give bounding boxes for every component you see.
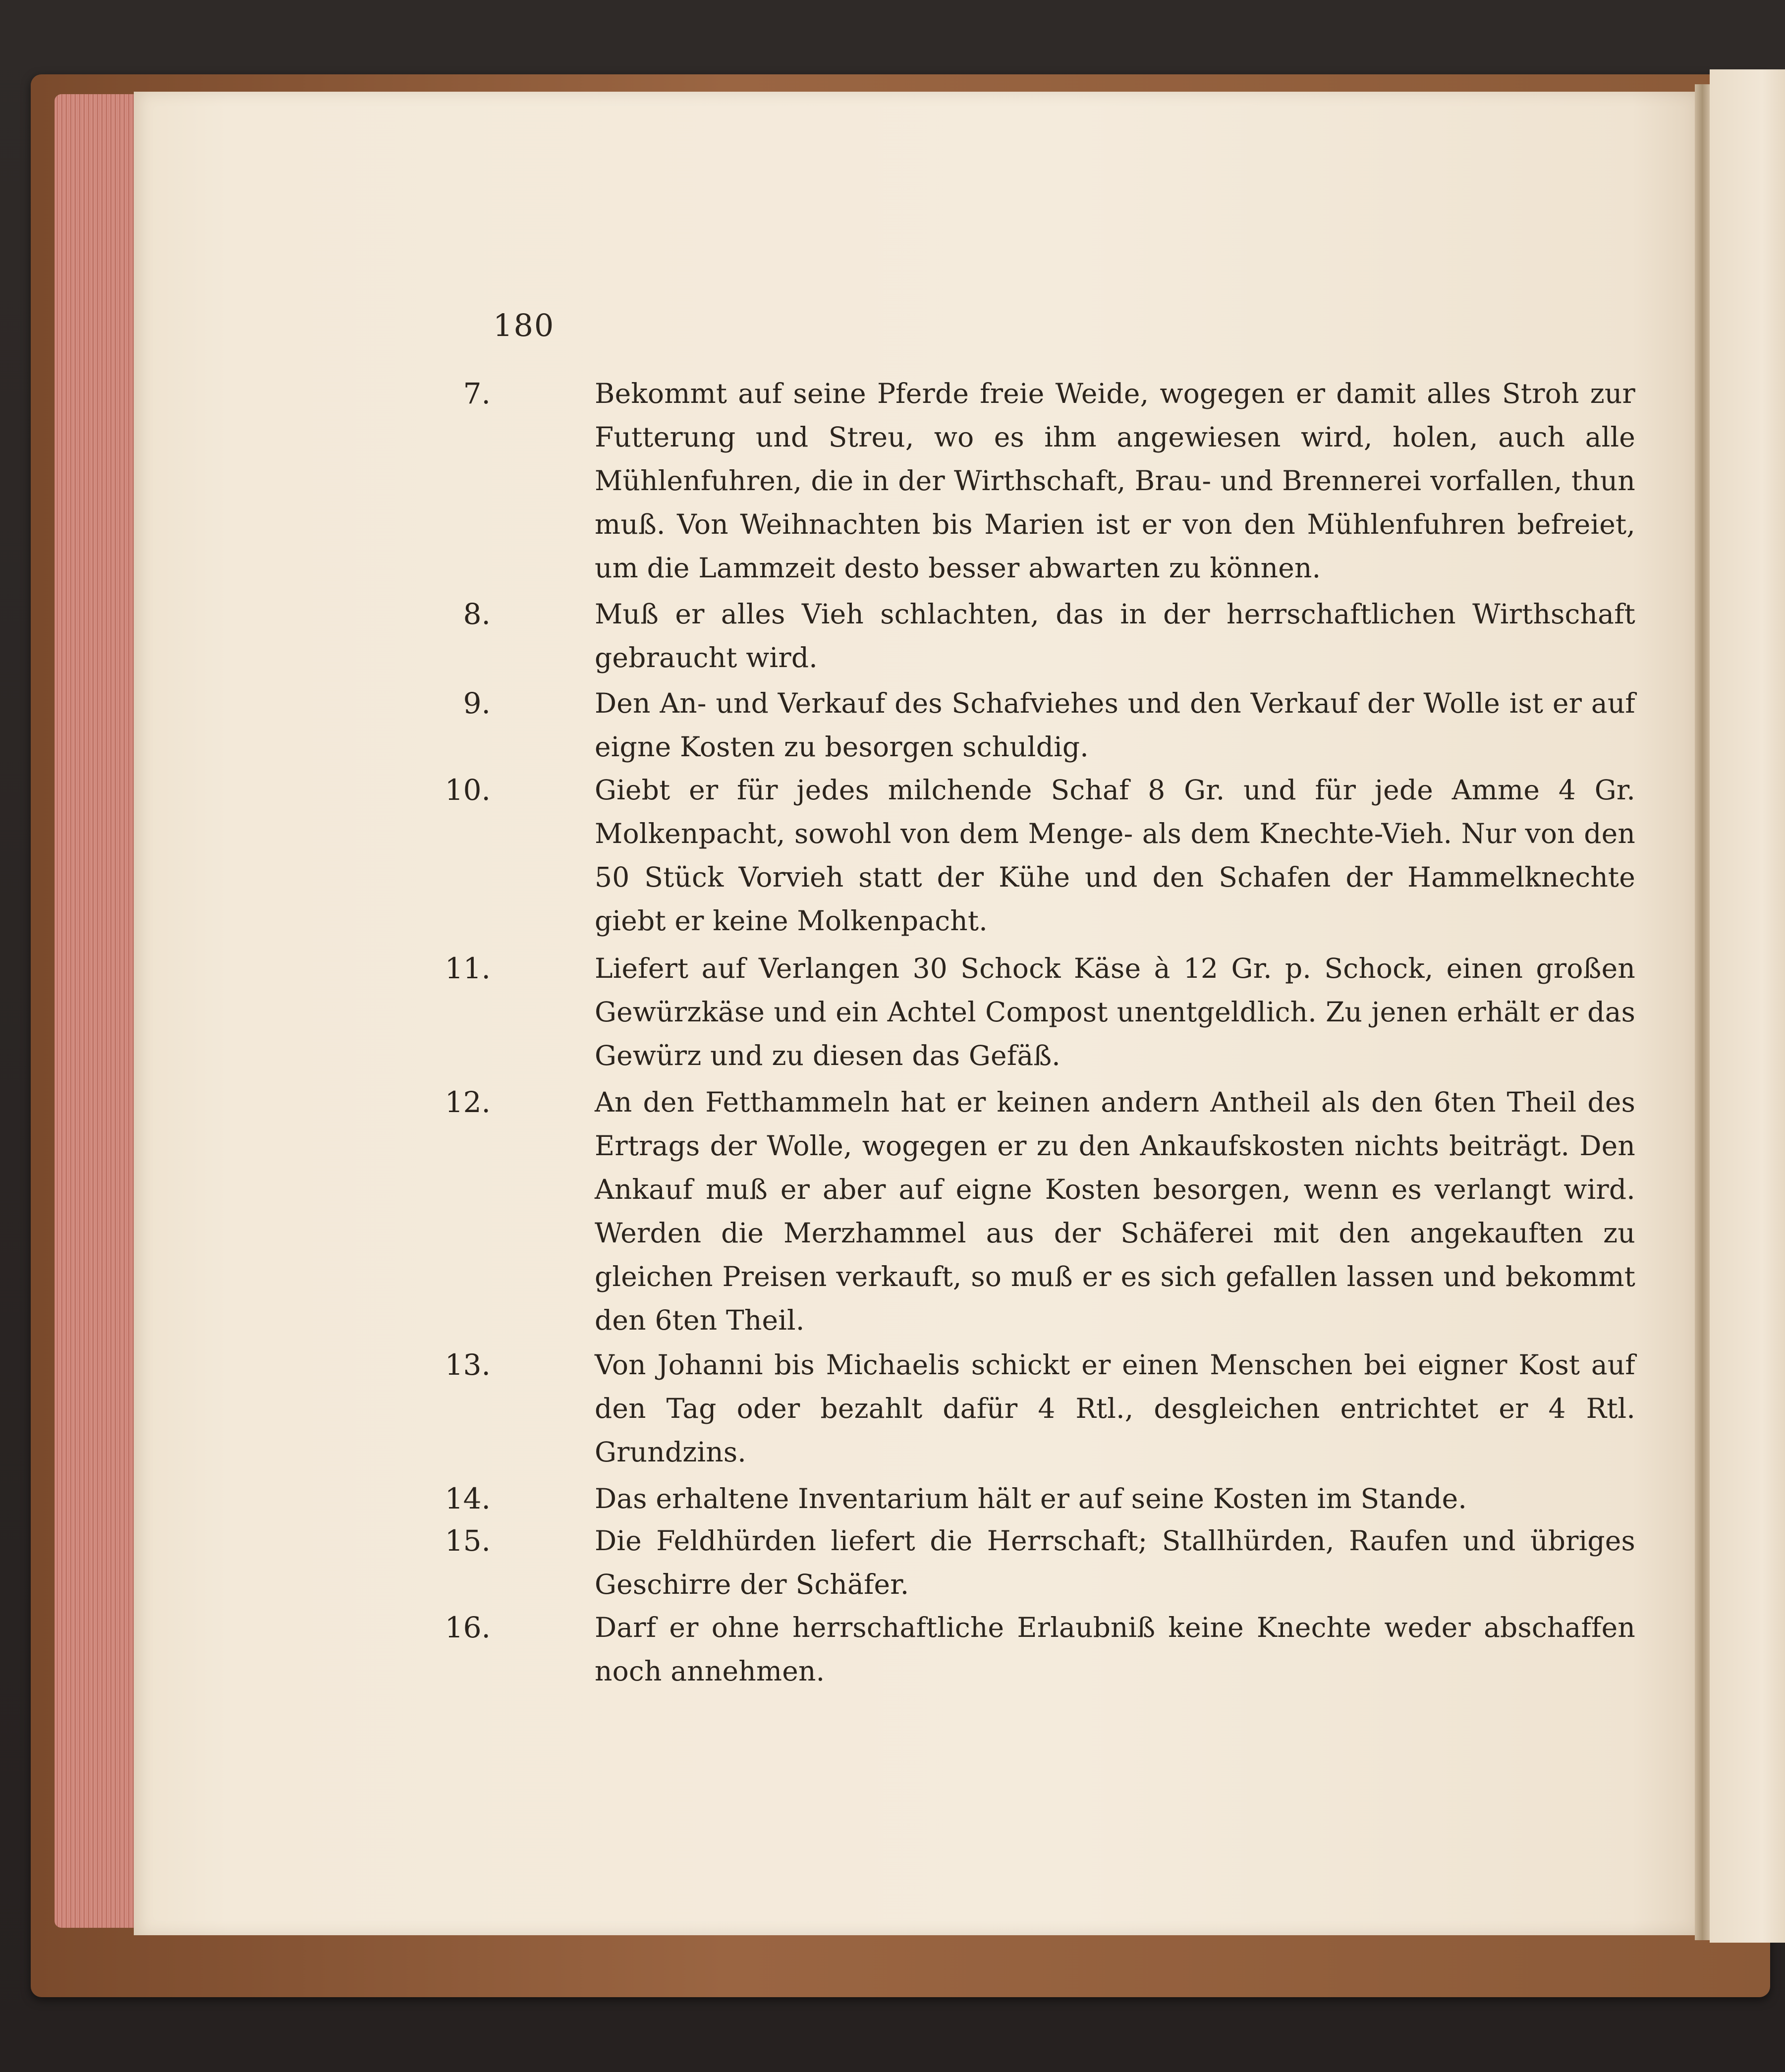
entry-number: 16. (445, 1611, 491, 1644)
entry-number: 14. (445, 1482, 491, 1515)
entry-text: Muß er alles Vieh schlachten, das in der herrschaftlichen Wirthschaft gebraucht wird. (595, 598, 1635, 673)
entry-number: 8. (463, 597, 491, 631)
entry-text: Den An- und Verkauf des Schafviehes und den Verkauf der Wolle ist er auf eigne Kosten zu besorgen schuldig. (595, 687, 1635, 763)
page-number: 180 (493, 307, 555, 343)
entry-text: Das erhaltene Inventarium hält er auf seine Kosten im Stande. (595, 1483, 1467, 1514)
entry-number: 10. (445, 773, 491, 807)
entry-text: Bekommt auf seine Pferde freie Weide, wogegen er damit alles Stroh zur Futterung und Streu, wo es ihm angewiesen wird, holen, auch alle Mühlenfuhren, die in der Wirthschaft, Brau- und Brennerei vorfallen, thun muß. Von Weihnachten bis Marien ist er von den Mühlenfuhren befreiet, um die Lammzeit desto besser abwarten zu können. (595, 378, 1635, 584)
entry-number: 7. (463, 377, 491, 410)
entry-number: 15. (445, 1524, 491, 1558)
entry-text: Von Johanni bis Michaelis schickt er einen Menschen bei eigner Kost auf den Tag oder bezahlt dafür 4 Rtl., desgleichen entrichtet er 4 Rtl. Grundzins. (595, 1349, 1635, 1468)
entry-number: 12. (445, 1085, 491, 1119)
entry-number: 13. (445, 1348, 491, 1382)
entry-number: 9. (463, 686, 491, 720)
entry-text: An den Fetthammeln hat er keinen andern Antheil als den 6ten Theil des Ertrags der Wolle, wogegen er zu den Ankaufskosten nichts beiträgt. Den Ankauf muß er aber auf eigne Kosten besorgen, wenn es verlangt wird. Werden die Merzhammel aus der Schäferei mit den angekauften zu gleichen Preisen verkauft, so muß er es sich gefallen lassen und bekommt den 6ten Theil. (595, 1086, 1635, 1336)
entry-text: Die Feldhürden liefert die Herrschaft; Stallhürden, Raufen und übriges Geschirre der Schäfer. (595, 1525, 1635, 1600)
entry-number: 11. (445, 952, 491, 985)
entry-text: Darf er ohne herrschaftliche Erlaubniß keine Knechte weder abschaffen noch annehmen. (595, 1612, 1635, 1687)
entry-text: Giebt er für jedes milchende Schaf 8 Gr. und für jede Amme 4 Gr. Molkenpacht, sowohl von dem Menge- als dem Knechte-Vieh. Nur von den 50 Stück Vorvieh statt der Kühe und den Schafen der Hammelknechte giebt er keine Molkenpacht. (595, 774, 1635, 937)
entry-text: Liefert auf Verlangen 30 Schock Käse à 12 Gr. p. Schock, einen großen Gewürzkäse und ein Achtel Compost unentgeldlich. Zu jenen erhält er das Gewürz und zu diesen das Gefäß. (595, 952, 1635, 1071)
